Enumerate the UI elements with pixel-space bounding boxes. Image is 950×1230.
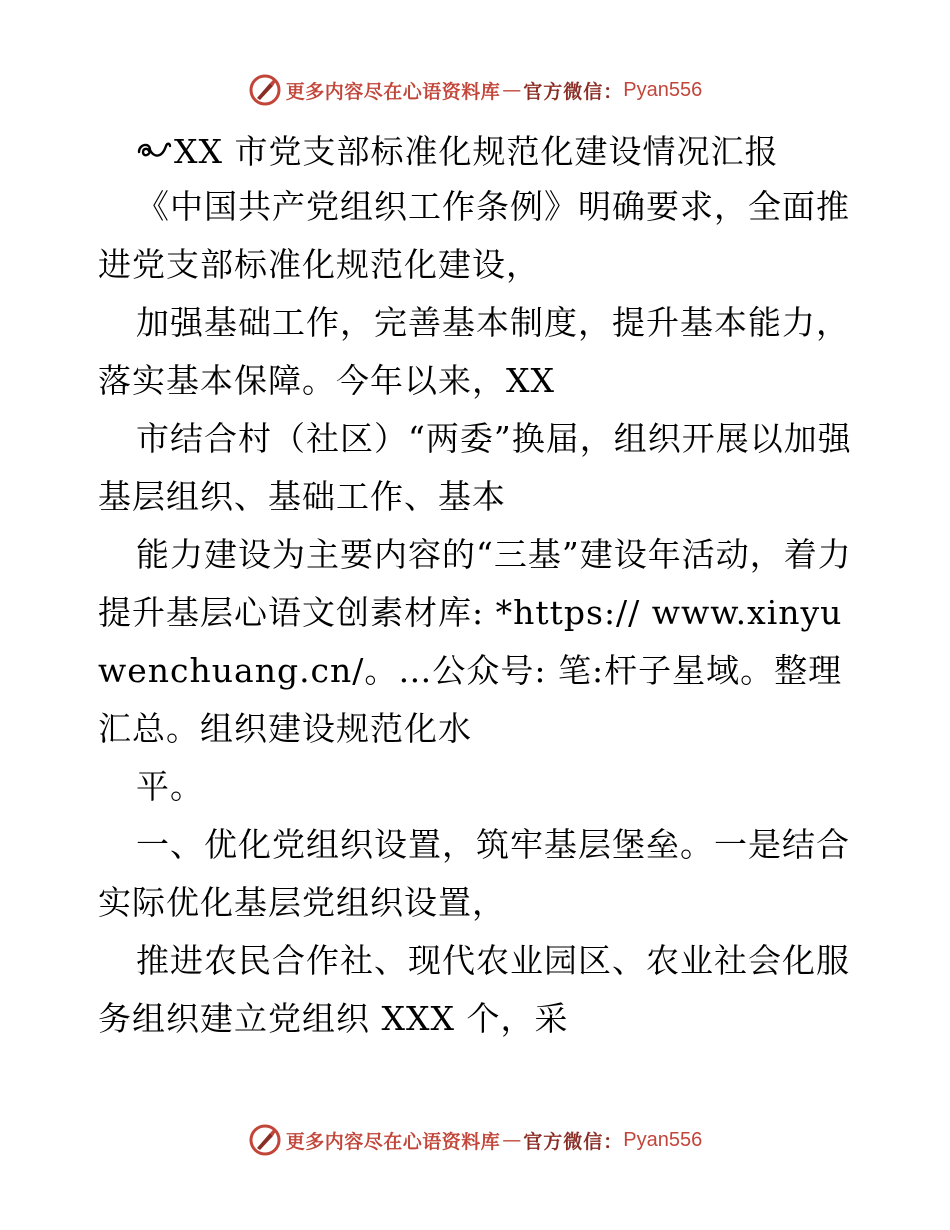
paragraph: 市结合村（社区）“两委”换届，组织开展以加强基层组织、基础工作、基本	[98, 419, 852, 516]
header-wechat-label: 官方微信：	[523, 80, 624, 103]
header-banner	[0, 70, 950, 110]
header-dash: —	[502, 79, 522, 101]
header-brand-text: 更多内容尽在心语资料库	[285, 80, 501, 103]
pen-logo-icon	[248, 1123, 282, 1157]
header-wechat-id: Pyan556	[623, 78, 703, 101]
pen-logo-icon	[248, 73, 282, 107]
paragraph: 《中国共产党组织工作条例》明确要求，全面推进党支部标准化规范化建设，	[98, 187, 850, 284]
footer-banner	[0, 1120, 950, 1160]
paragraph: 加强基础工作，完善基本制度，提升基本能力，落实基本保障。今年以来，XX	[98, 303, 850, 400]
footer-wechat-id: Pyan556	[623, 1128, 703, 1151]
footer-dash: —	[502, 1129, 522, 1151]
paragraph: 平。	[136, 767, 204, 806]
paragraph: 能力建设为主要内容的“三基”建设年活动，着力提升基层心语文创素材库: *https:// www.xinyuwenchuang.cn/。…公众号: 笔:杆子星域。整理汇总。组织建设规范化水	[98, 535, 852, 748]
paragraph: 推进农民合作社、现代农业园区、农业社会化服务组织建立党组织 XXX 个，采	[98, 941, 850, 1038]
footer-wechat-label: 官方微信：	[523, 1130, 624, 1153]
curl-bullet-icon	[136, 136, 172, 162]
footer-brand-text: 更多内容尽在心语资料库	[285, 1130, 501, 1153]
document-title-row	[98, 120, 856, 178]
paragraph: 一、优化党组织设置，筑牢基层堡垒。一是结合实际优化基层党组织设置，	[98, 825, 850, 922]
document-title: XX 市党支部标准化规范化建设情况汇报	[174, 131, 779, 171]
document-body	[98, 120, 856, 1048]
